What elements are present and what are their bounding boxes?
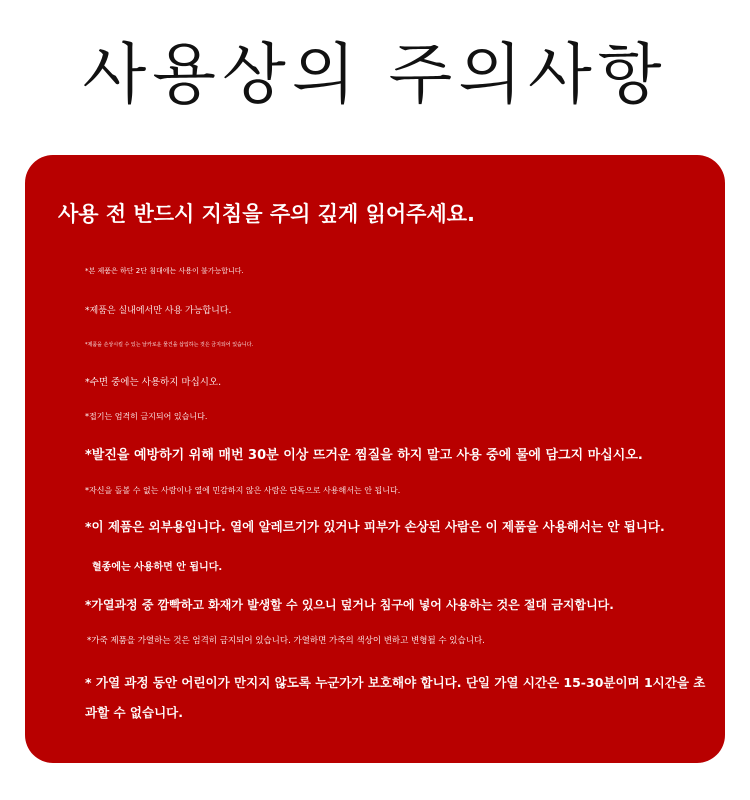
caution-note: *발진을 예방하기 위해 매번 30분 이상 뜨거운 찜질을 하지 말고 사용 중에 물에 담그지 마십시오. — [85, 448, 643, 463]
caution-note: *자신을 돌볼 수 없는 사람이나 열에 민감하지 않은 사람은 단독으로 사용해서는 안 됩니다. — [85, 486, 401, 495]
caution-note: *제품은 실내에서만 사용 가능합니다. — [85, 306, 232, 316]
page-title: 사용상의 주의사항 — [82, 36, 668, 113]
caution-note: 혈종에는 사용하면 안 됩니다. — [92, 562, 223, 573]
caution-note: *본 제품은 하단 2단 침대에는 사용이 불가능합니다. — [85, 267, 244, 275]
caution-note: * 가열 과정 동안 어린이가 만지지 않도록 누군가가 보호해야 합니다. 단일 가열 시간은 15-30분이며 1시간을 초과할 수 없습니다. — [85, 675, 706, 720]
caution-note: *가열과정 중 깜빡하고 화재가 발생할 수 있으니 덮거나 침구에 넣어 사용하는 것은 절대 금지합니다. — [85, 598, 614, 612]
caution-note: *가죽 제품을 가열하는 것은 엄격히 금지되어 있습니다. 가열하면 가죽의 색상이 변하고 변형될 수 있습니다. — [87, 636, 485, 646]
caution-heading: 사용 전 반드시 지침을 주의 깊게 읽어주세요. — [58, 202, 475, 226]
caution-note: *제품을 손상시킬 수 있는 날카로운 물건을 삽입하는 것은 금지되어 있습니다. — [85, 342, 254, 348]
caution-note: *이 제품은 외부용입니다. 열에 알레르기가 있거나 피부가 손상된 사람은 이 제품을 사용해서는 안 됩니다. — [85, 519, 665, 534]
caution-note: *접기는 엄격히 금지되어 있습니다. — [85, 412, 208, 421]
caution-note: *수면 중에는 사용하지 마십시오. — [85, 377, 222, 388]
